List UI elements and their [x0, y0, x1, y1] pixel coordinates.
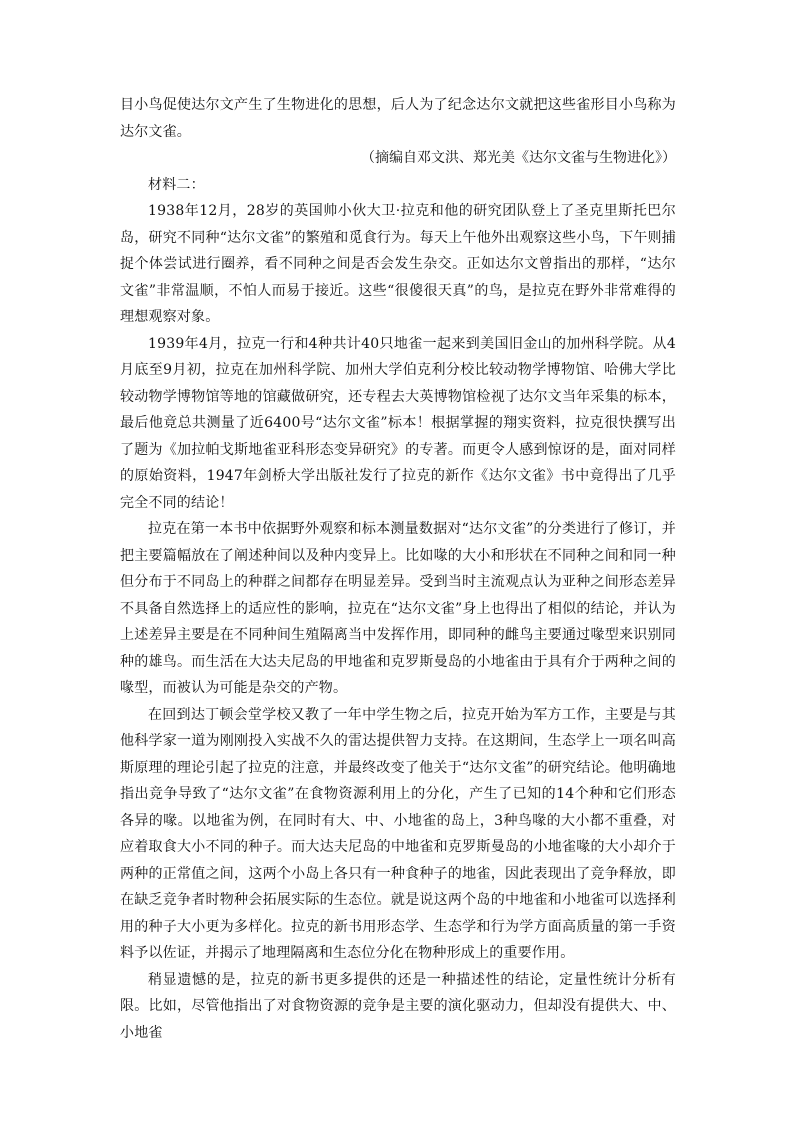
paragraph-continuation: 目小鸟促使达尔文产生了生物进化的思想，后人为了纪念达尔文就把这些雀形目小鸟称为达尔文雀。 — [120, 97, 676, 140]
paragraph-1939: 1939年4月，拉克一行和4种共计40只地雀一起来到美国旧金山的加州科学院。从4月底至9月初，拉克在加州科学院、加州大学伯克利分校比较动物学博物馆、哈佛大学比较动物学博物馆等地的馆藏做研究，还专程去大英博物馆检视了达尔文当年采集的标本，最后他竟总共测量了近6400号“达尔文雀”标本！根据掌握的翔实资料，拉克很快撰写出了题为《加拉帕戈斯地雀亚科形态变异研究》的专著。而更令人感到惊讶的是，面对同样的原始资料，1947年剑桥大学出版社发行了拉克的新作《达尔文雀》书中竟得出了几乎完全不同的结论！ — [120, 335, 676, 511]
paragraph-regret: 稍显遗憾的是，拉克的新书更多提供的还是一种描述性的结论，定量性统计分析有限。比如，尽管他指出了对食物资源的竞争是主要的演化驱动力，但却没有提供大、中、小地雀 — [120, 971, 676, 1041]
paragraph-first-book: 拉克在第一本书中依据野外观察和标本测量数据对“达尔文雀”的分类进行了修订，并把主要篇幅放在了阐述种间以及种内变异上。比如喙的大小和形状在不同种之间和同一种但分布于不同岛上的种群之间都存在明显差异。受到当时主流观点认为亚种之间形态差异不具备自然选择上的适应性的影响，拉克在“达尔文雀”身上也得出了相似的结论，并认为上述差异主要是在不同种间生殖隔离当中发挥作用，即同种的雌鸟主要通过喙型来识别同种的雄鸟。而生活在大达夫尼岛的甲地雀和克罗斯曼岛的小地雀由于具有介于两种之间的喙型，而被认为可能是杂交的产物。 — [120, 521, 676, 696]
paragraph-new-conclusion: 在回到达丁顿会堂学校又教了一年中学生物之后，拉克开始为军方工作，主要是与其他科学家一道为刚刚投入实战不久的雷达提供智力支持。在这期间，生态学上一项名叫高斯原理的理论引起了拉克的注意，并最终改变了他关于“达尔文雀”的研究结论。他明确地指出竞争导致了“达尔文雀”在食物资源利用上的分化，产生了已知的14个种和它们形态各异的喙。以地雀为例，在同时有大、中、小地雀的岛上，3种鸟喙的大小都不重叠，对应着取食大小不同的种子。而大达夫尼岛的中地雀和克罗斯曼岛的小地雀喙的大小却介于两种的正常值之间，这两个小岛上各只有一种食种子的地雀，因此表现出了竞争释放，即在缺乏竞争者时物种会拓展实际的生态位。就是说这两个岛的中地雀和小地雀可以选择利用的种子大小更为多样化。拉克的新书用形态学、生态学和行为学方面高质量的第一手资料予以佐证，并揭示了地理隔离和生态位分化在物种形成上的重要作用。 — [120, 706, 676, 961]
source-citation: （摘编自邓文洪、郑光美《达尔文雀与生物进化》） — [361, 150, 676, 166]
document-page — [120, 92, 676, 1046]
material-two-heading: 材料二： — [148, 176, 205, 193]
paragraph-1938: 1938年12月，28岁的英国帅小伙大卫·拉克和他的研究团队登上了圣克里斯托巴尔岛，研究不同种“达尔文雀”的繁殖和觅食行为。每天上午他外出观察这些小鸟，下午则捕捉个体尝试进行圈养，看不同种之间是否会发生杂交。正如达尔文曾指出的那样，“达尔文雀”非常温顺，不怕人而易于接近。这些“很傻很天真”的鸟，是拉克在野外非常难得的理想观察对象。 — [120, 203, 676, 325]
